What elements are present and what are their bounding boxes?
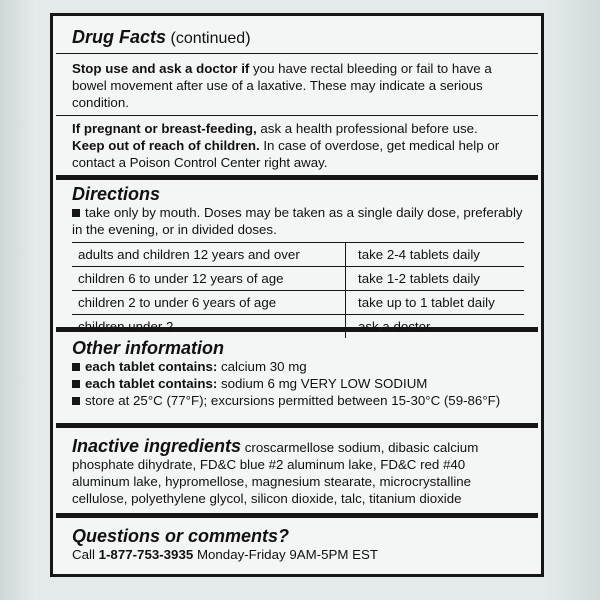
- age-group-cell: adults and children 12 years and over: [72, 243, 346, 267]
- background-left: [0, 0, 38, 600]
- questions-title: Questions or comments?: [72, 526, 290, 546]
- directions-intro: [72, 204, 526, 238]
- dose-cell: take up to 1 tablet daily: [346, 291, 525, 315]
- keep-out-text: In case of overdose, get medical help or contact a Poison Control Center right away.: [72, 138, 500, 170]
- questions-section: [56, 518, 538, 570]
- item-bold: each tablet contains:: [85, 376, 218, 391]
- bullet-icon: [72, 380, 80, 388]
- facts-title: Drug Facts: [72, 27, 167, 47]
- directions-intro-text: take only by mouth. Doses may be taken as a single daily dose, preferably in the evening, or in divided doses.: [72, 205, 523, 237]
- divider: [56, 115, 538, 116]
- inactive-ingredients-section: [56, 428, 538, 518]
- table-row: [72, 267, 524, 291]
- list-item: [72, 392, 526, 409]
- drug-facts-panel: [50, 13, 544, 577]
- pregnant-bold: If pregnant or breast-feeding,: [72, 121, 257, 136]
- item-text: sodium 6 mg VERY LOW SODIUM: [217, 376, 428, 391]
- bullet-icon: [72, 363, 80, 371]
- bullet-icon: [72, 209, 80, 217]
- dosage-table: [72, 242, 524, 338]
- facts-heading: [56, 27, 538, 54]
- stop-use-text: you have rectal bleeding or fail to have a bowel movement after use of a laxative. These may indicate a serious condition.: [72, 61, 492, 110]
- item-bold: each tablet contains:: [85, 359, 218, 374]
- inactive-ingredients-paragraph: [72, 436, 526, 507]
- contact-line: [72, 546, 526, 563]
- background-right: [550, 0, 600, 600]
- keep-out-warning: [72, 137, 526, 171]
- pregnant-text: ask a health professional before use.: [256, 121, 478, 136]
- table-row: [72, 243, 524, 267]
- inactive-ingredients-title: Inactive ingredients: [72, 436, 242, 456]
- age-group-cell: children 6 to under 12 years of age: [72, 267, 346, 291]
- list-item: [72, 375, 526, 392]
- table-row: [72, 291, 524, 315]
- directions-title: Directions: [72, 184, 161, 204]
- item-text: store at 25°C (77°F); excursions permitted between 15-30°C (59-86°F): [85, 393, 501, 408]
- list-item: [72, 358, 526, 375]
- facts-section: [56, 19, 538, 180]
- phone-number: 1-877-753-3935: [98, 547, 194, 562]
- dose-cell: ask a doctor: [346, 315, 525, 339]
- other-information-section: [56, 332, 538, 428]
- bullet-icon: [72, 397, 80, 405]
- directions-section: [56, 180, 538, 332]
- pregnancy-warning: [72, 120, 526, 137]
- inactive-ingredients-text: croscarmellose sodium, dibasic calcium phosphate dihydrate, FD&C blue #2 aluminum lake, FD&C red #40 aluminum lake, hypromellose, magnesium stearate, microcrystalline cellulose, polyethylene glycol, silicon dioxide, talc, titanium dioxide: [72, 440, 479, 506]
- stop-use-bold: Stop use and ask a doctor if: [72, 61, 250, 76]
- facts-title-suffix: (continued): [170, 30, 251, 47]
- item-text: calcium 30 mg: [217, 359, 307, 374]
- dose-cell: take 1-2 tablets daily: [346, 267, 525, 291]
- call-prefix: Call: [72, 547, 99, 562]
- other-information-title: Other information: [72, 338, 224, 358]
- hours-text: Monday-Friday 9AM-5PM EST: [193, 547, 378, 562]
- keep-out-bold: Keep out of reach of children.: [72, 138, 260, 153]
- age-group-cell: children 2 to under 6 years of age: [72, 291, 346, 315]
- dose-cell: take 2-4 tablets daily: [346, 243, 525, 267]
- stop-use-warning: [72, 60, 526, 111]
- age-group-cell: children under 2: [72, 315, 346, 339]
